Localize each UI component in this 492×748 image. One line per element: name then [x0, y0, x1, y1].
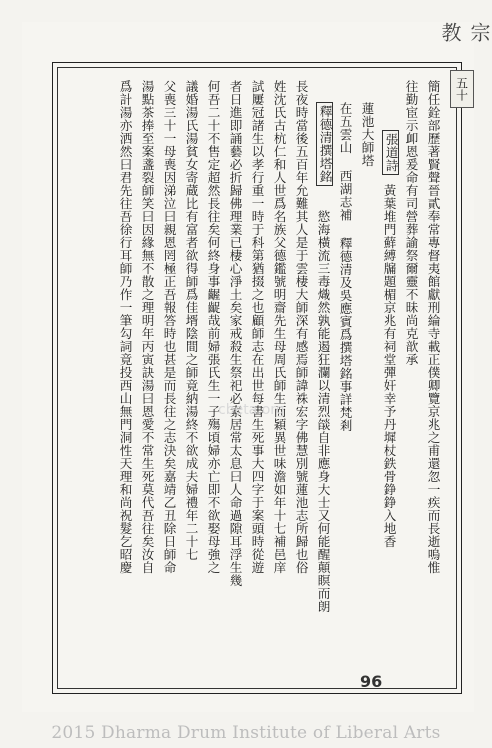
footer-credit: 2015 Dharma Drum Institute of Liberal Arts [51, 723, 441, 743]
text-column-10: 者日進即誦藝必折歸佛理業已棲心淨土矣家戒殺生祭祀必素居常太息曰人命過隙耳浮生幾 [227, 80, 243, 587]
text-column-4: 蓮池大師塔 [359, 102, 375, 167]
text-column-8: 姓沈氏古杭仁和人世爲名族父德鑑號明齋先生母周氏師生而穎異世味澹如年十七補邑庠 [271, 80, 287, 574]
subsection-title [316, 102, 333, 186]
page-header-title: 宗 教 [438, 22, 491, 44]
text-column-7: 長夜時當後五百年允難其人是于雲棲大師深有感焉師諱祩宏字佛慧別號蓮池志所歸也俗 [293, 80, 309, 574]
text-column-12: 議婚湯氏湯貧女寄蔵比有富者欲得師爲佳壻陰間之師竟納湯終不欲成夫婦禮年二十七 [183, 80, 199, 561]
subsection-title-label: 釋德清撰塔銘 [316, 102, 333, 186]
watermark-text: cbeta.org [218, 402, 285, 418]
section-title [382, 130, 399, 175]
text-column-9: 試屢冠諸生以孝行重一時于科第猶掇之也顧師志在出世每書生死事大四字于案頭時從遊 [249, 80, 265, 574]
text-column-11: 何吾二十不售定超然長往矣何終身事齷齪哉前婦張氏生一子殤頃婦亦亡即不欲娶母強之 [205, 80, 221, 574]
section-title-label: 張道詩 [382, 130, 399, 175]
page-header-code: 五十 [450, 70, 474, 108]
text-column-6: 慾海橫流三毒熾然孰能遏狂瀾以清烈燄自非應身大士又何能醒顛瞑而朗 [315, 210, 331, 613]
text-column-5: 在五雲山 西湖志補 釋德清及吳應賓爲撰塔銘事詳梵剎 [337, 102, 353, 432]
text-column-2: 往勤宦示卹恩爰命有司營葬諭祭爾靈不昧尚克歆承 [403, 80, 419, 366]
text-column-15: 爲計湯亦洒然曰君先往吾徐行耳師乃作一筆勾詞竟投西山無門洞性天理和尚祝髮乞昭慶 [117, 80, 133, 574]
text-column-1: 簡任銓部歷著賢聲晉貳奉常專督夷館獻刑綸寺載正僕卿覽京兆之甫還忽一疾而長逝嗚惟 [425, 80, 441, 574]
book-page [22, 22, 491, 712]
text-column-14: 湯點茶捧至案盞裂師笑曰因緣無不散之理明年丙寅訣湯曰恩愛不常生死莫代吾往矣汝自 [139, 80, 155, 574]
text-column-13: 父喪三十一母喪因涕泣曰親恩罔極正吾報答時也甚是而長往之志決矣嘉靖乙丑除日師命 [161, 80, 177, 574]
text-column-3: 黃葉堆門蘚縛牖題楣京兆有祠堂彈奸幸予丹墀杖鉄骨錚錚入地香 [381, 184, 397, 548]
page-number: 96 [360, 672, 383, 691]
